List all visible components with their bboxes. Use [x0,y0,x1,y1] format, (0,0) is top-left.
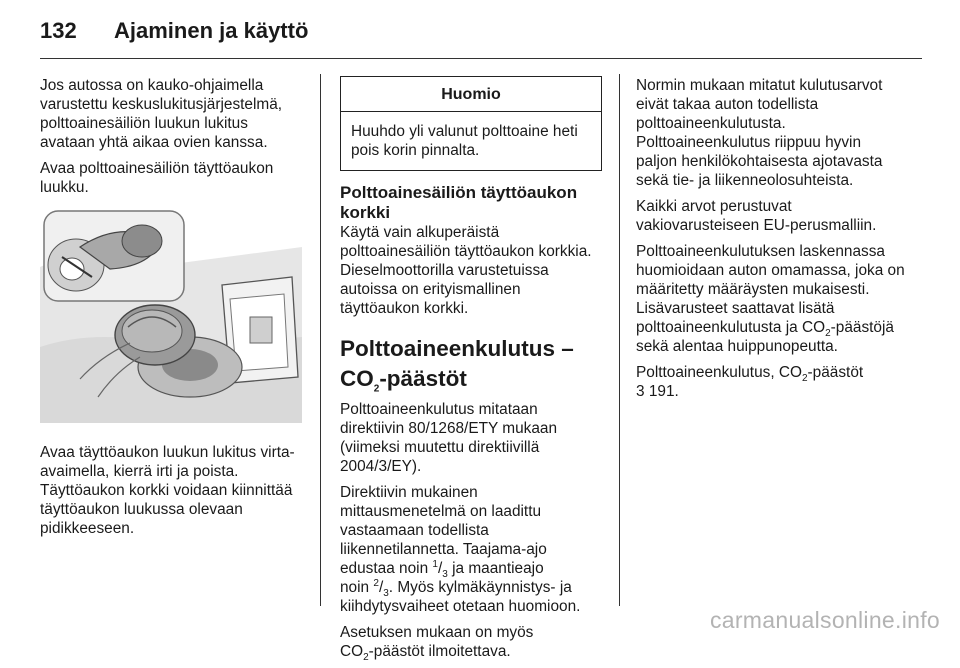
note-title: Huomio [341,77,601,112]
fuel-cap-illustration [40,207,302,423]
paragraph-measurement: Direktiivin mukainen mittausmenetelmä on laadittu vastaamaan todellista liikennetilannetta. Taajama-ajo edustaa noin $^1/_3$ ja maantieajo noin $^2/_3$. Myös kylmäkäynnistys- ja kiihdytysvaiheet otetaan huomioon. [340,484,581,615]
section-heading-fuel-cap: Polttoainesäiliön täyttöaukon korkki [340,183,578,222]
fraction-2-numerator: 2 [373,577,379,589]
paragraph-open-flap: Avaa polttoainesäiliön täyttöaukon luukku. [40,160,274,196]
heading-line-1: Polttoaineenkulutus – [340,336,574,361]
reference-subscript: 2 [801,373,808,385]
column-1 [40,76,302,545]
paragraph-unlock-cap: Avaa täyttöaukon luukun lukitus virta-avaimella, kierrä irti ja poista. Täyttöaukon korkki voidaan kiinnittää täyttöaukon luukussa olevaan pidikkeeseen. [40,444,295,537]
watermark: carmanualsonline.info [709,607,940,633]
header-rule [40,58,922,59]
heading-emissions: -päästöt [379,366,467,391]
co2-reporting-co: CO [340,643,364,660]
measurement-text-c: noin [340,579,374,596]
measurement-text-a: Direktiivin mukainen mittausmenetelmä on laadittu vastaamaan todellista liikennetilannetta. Taajama-ajo edustaa noin [340,484,547,577]
paragraph-normative-values: Normin mukaan mitatut kulutusarvot eivät takaa auton todellista polttoaineenkulutusta. Polttoaineenkulutus riippuu hyvin paljon henkilökohtaisesta ajotavasta sekä tie- ja liikenneolosuhteista. [636,77,883,189]
co2-reporting-text-a: Asetuksen mukaan on myös [340,624,534,641]
section-heading-fuel-consumption [340,334,602,394]
page-reference-icon: 3 [636,383,645,400]
column-2 [340,76,602,668]
reference-text-b: -päästöt [807,364,864,381]
measurement-text-d: . Myös kylmäkäynnistys- ja kiihdytysvaiheet otetaan huomioon. [340,579,581,615]
paragraph-calculation [636,242,906,356]
paragraph-eu-base-model: Kaikki arvot perustuvat vakiovarusteiseen EU-perusmalliin. [636,198,877,234]
calculation-text-c: sekä alentaa huippunopeutta. [636,338,838,355]
fraction-1-denominator: 3 [442,569,448,581]
paragraph-reference [636,363,906,401]
page-number: 132 [40,18,77,43]
calculation-text-a: Polttoaineenkulutuksen laskennassa huomioidaan auton omamassa, joka on määritetty määräysten mukaisesti. Lisävarusteet saattavat lisätä polttoaineenkulutusta ja CO [636,243,905,336]
co2-reporting-text-c: -päästöt ilmoitettava. [368,643,511,660]
fraction-2-denominator: 3 [383,588,389,600]
heading-co: CO [340,366,374,391]
paragraph-central-locking: Jos autossa on kauko-ohjaimella varustettu keskuslukitusjärjestelmä, polttoainesäiliön luukun lukitus avataan yhtä aikaa ovien kanssa. [40,77,283,151]
paragraph-directive: Polttoaineenkulutus mitataan direktiivin 80/1268/ETY mukaan (viimeksi muutettu direktiivillä 2004/3/EY). [340,401,558,475]
column-divider-2 [619,74,620,606]
fuel-cap-drawing [40,207,302,423]
column-divider-1 [320,74,321,606]
co2-reporting-subscript: 2 [363,652,369,664]
reference-text-a: Polttoaineenkulutus, CO [636,364,802,381]
calculation-text-b: -päästöjä [830,319,894,336]
page-title: Ajaminen ja käyttö [114,18,309,43]
fraction-1-numerator: 1 [432,558,438,570]
page-reference-link[interactable]: 191. [648,383,679,400]
measurement-text-b: ja maantieajo [447,560,544,577]
paragraph-original-cap: Käytä vain alkuperäistä polttoainesäiliön täyttöaukon korkkia. Dieselmoottorilla varustetuissa autoissa on erityismallinen täyttöaukon korkki. [340,224,592,317]
heading-co-subscript: 2 [373,383,380,395]
calculation-subscript: 2 [825,328,831,340]
column-3 [636,76,906,408]
note-body: Huuhdo yli valunut polttoaine heti pois korin pinnalta. [351,123,578,159]
paragraph-co2-reporting [340,623,602,664]
page-header [40,12,920,52]
note-box [340,76,602,171]
